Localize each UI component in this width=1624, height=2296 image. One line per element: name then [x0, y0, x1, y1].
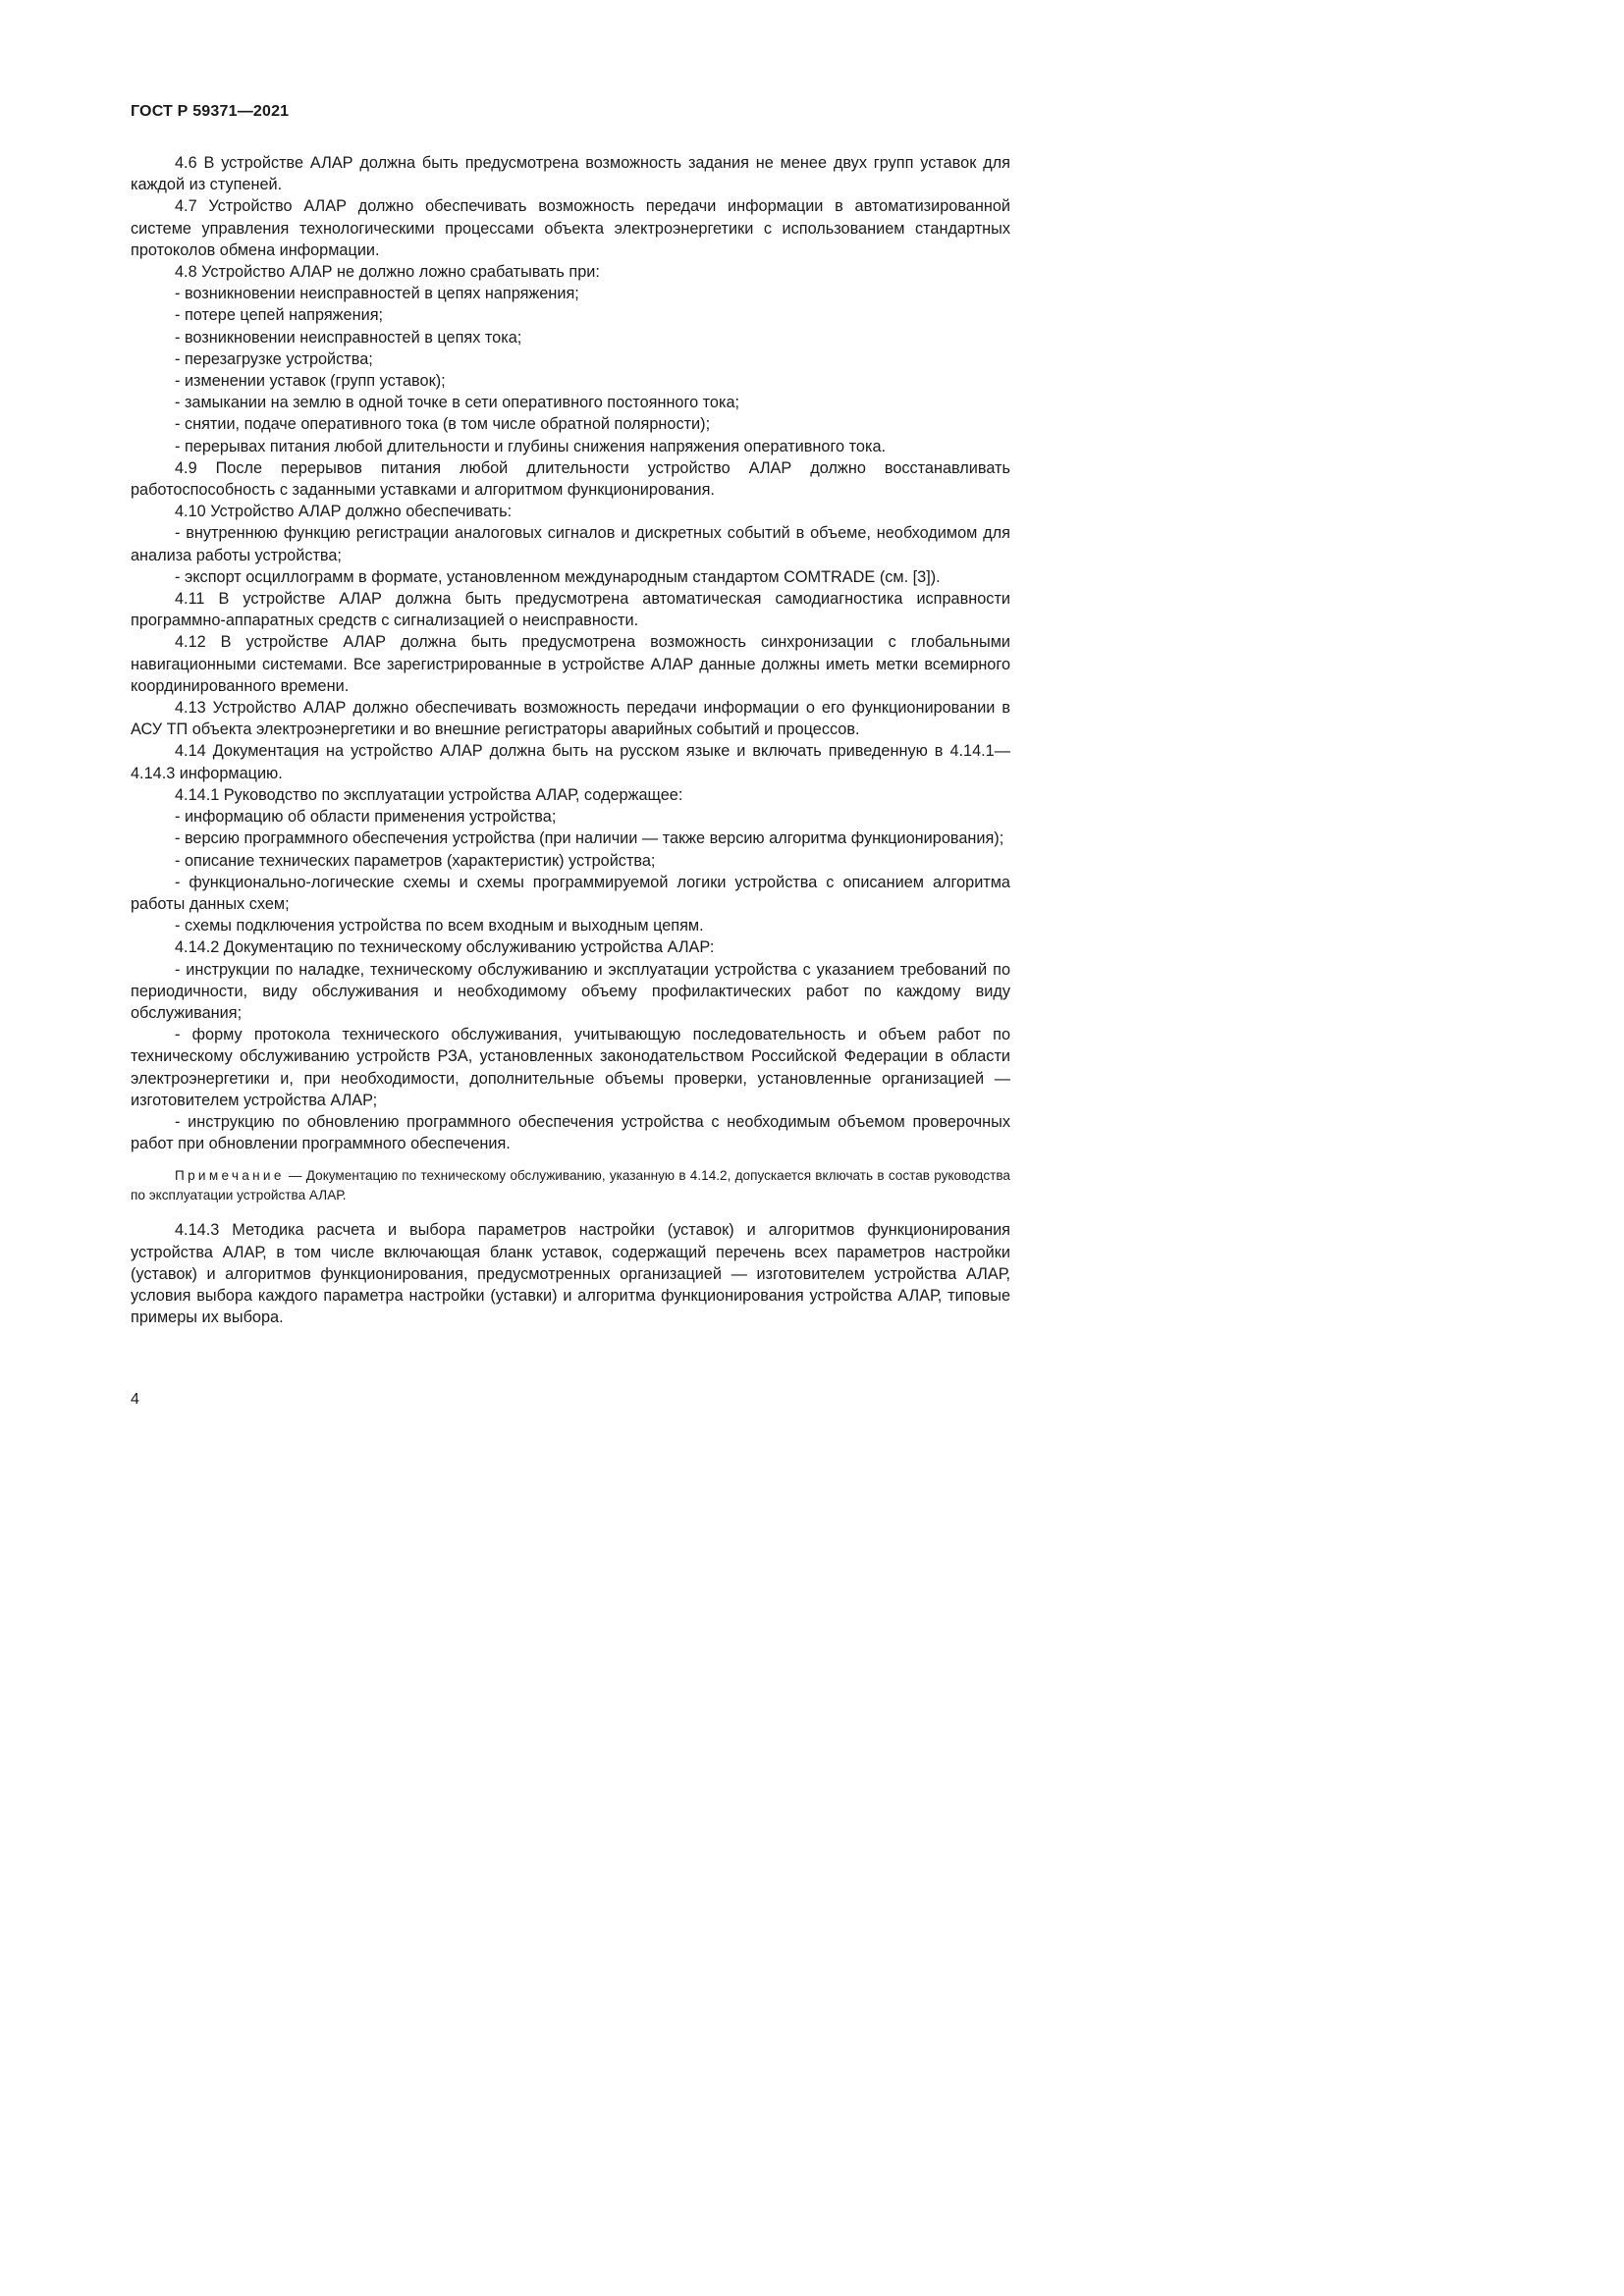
list-item: - возникновении неисправностей в цепях тока;: [175, 328, 522, 347]
list-item: - перезагрузке устройства;: [175, 349, 373, 368]
list-item: - перерывах питания любой длительности и глубины снижения напряжения оперативного тока.: [175, 437, 887, 455]
paragraph: 4.9 После перерывов питания любой длительности устройство АЛАР должно восстанавливать работоспособность с заданными уставками и алгоритмом функционирования.: [131, 458, 1010, 500]
list-item: - функционально-логические схемы и схемы программируемой логики устройства с описанием алгоритма работы данных схем;: [131, 873, 1010, 913]
paragraph: 4.11 В устройстве АЛАР должна быть предусмотрена автоматическая самодиагностика исправности программно-аппаратных средств с сигнализацией о неисправности.: [131, 590, 1010, 630]
paragraph: 4.7 Устройство АЛАР должно обеспечивать возможность передачи информации в автоматизированной системе управления технологическими процессами объекта электроэнергетики с использованием стандартных протоколов обмена информации.: [131, 197, 1010, 259]
list-item: - потере цепей напряжения;: [175, 306, 384, 325]
document-body: [131, 152, 1010, 1328]
list-item: - замыкании на землю в одной точке в сети оперативного постоянного тока;: [175, 394, 740, 412]
paragraph: 4.14 Документация на устройство АЛАР должна быть на русском языке и включать приведенную в 4.14.1—4.14.3 информацию.: [131, 742, 1010, 782]
list-item: - изменении уставок (групп уставок);: [175, 372, 446, 391]
list-item: - инструкцию по обновлению программного обеспечения устройства с необходимым объемом проверочных работ при обновлении программного обеспечения.: [131, 1112, 1010, 1153]
note: [131, 1166, 1010, 1205]
paragraph: 4.10 Устройство АЛАР должно обеспечивать:: [175, 503, 513, 521]
note-label: Примечание: [175, 1168, 285, 1184]
paragraph: 4.13 Устройство АЛАР должно обеспечивать возможность передачи информации о его функционировании в АСУ ТП объекта электроэнергетики и во внешние регистраторы аварийных событий и процессов.: [131, 699, 1010, 739]
paragraph: 4.14.1 Руководство по эксплуатации устройства АЛАР, содержащее:: [175, 785, 683, 804]
list-item: - описание технических параметров (характеристик) устройства;: [175, 851, 656, 870]
list-item: - возникновении неисправностей в цепях напряжения;: [175, 285, 579, 303]
list-item: - инструкции по наладке, техническому обслуживанию и эксплуатации устройства с указанием требований по периодичности, виду обслуживания и необходимому объему профилактических работ по каждому виду обслуживания;: [131, 960, 1010, 1022]
paragraph: 4.8 Устройство АЛАР не должно ложно срабатывать при:: [175, 263, 600, 282]
list-item: - версию программного обеспечения устройства (при наличии — также версию алгоритма функционирования);: [175, 829, 1004, 848]
paragraph: 4.6 В устройстве АЛАР должна быть предусмотрена возможность задания не менее двух групп уставок для каждой из ступеней.: [131, 154, 1010, 194]
list-item: - форму протокола технического обслуживания, учитывающую последовательность и объем работ по техническому обслуживанию устройств РЗА, установленных законодательством Российской Федерации в области электроэнергетики и, при необходимости, дополнительные объемы проверки, установленные организацией — изготовителем устройства АЛАР;: [131, 1026, 1010, 1109]
document-header: ГОСТ Р 59371—2021: [131, 103, 290, 120]
note-text: — Документацию по техническому обслуживанию, указанную в 4.14.2, допускается включать в состав руководства по эксплуатации устройства АЛАР.: [131, 1168, 1010, 1203]
paragraph: 4.12 В устройстве АЛАР должна быть предусмотрена возможность синхронизации с глобальными навигационными системами. Все зарегистрированные в устройстве АЛАР данные должны иметь метки всемирного координированного времени.: [131, 633, 1010, 695]
list-item: - внутреннюю функцию регистрации аналоговых сигналов и дискретных событий в объеме, необходимом для анализа работы устройства;: [131, 524, 1010, 564]
page-number: 4: [131, 1391, 139, 1408]
list-item: - экспорт осциллограмм в формате, установленном международным стандартом COMTRADE (см. [3]).: [175, 567, 941, 586]
list-item: - снятии, подаче оперативного тока (в том числе обратной полярности);: [175, 415, 711, 434]
paragraph: 4.14.2 Документацию по техническому обслуживанию устройства АЛАР:: [175, 938, 715, 957]
list-item: - схемы подключения устройства по всем входным и выходным цепям.: [175, 917, 704, 935]
list-item: - информацию об области применения устройства;: [175, 808, 557, 827]
paragraph: 4.14.3 Методика расчета и выбора параметров настройки (уставок) и алгоритмов функционирования устройства АЛАР, в том числе включающая бланк уставок, содержащий перечень всех параметров настройки (уставок) и алгоритмов функционирования, предусмотренных организацией — изготовителем устройства АЛАР, условия выбора каждого параметра настройки (уставки) и алгоритма функционирования устройства АЛАР, типовые примеры их выбора.: [131, 1221, 1010, 1327]
